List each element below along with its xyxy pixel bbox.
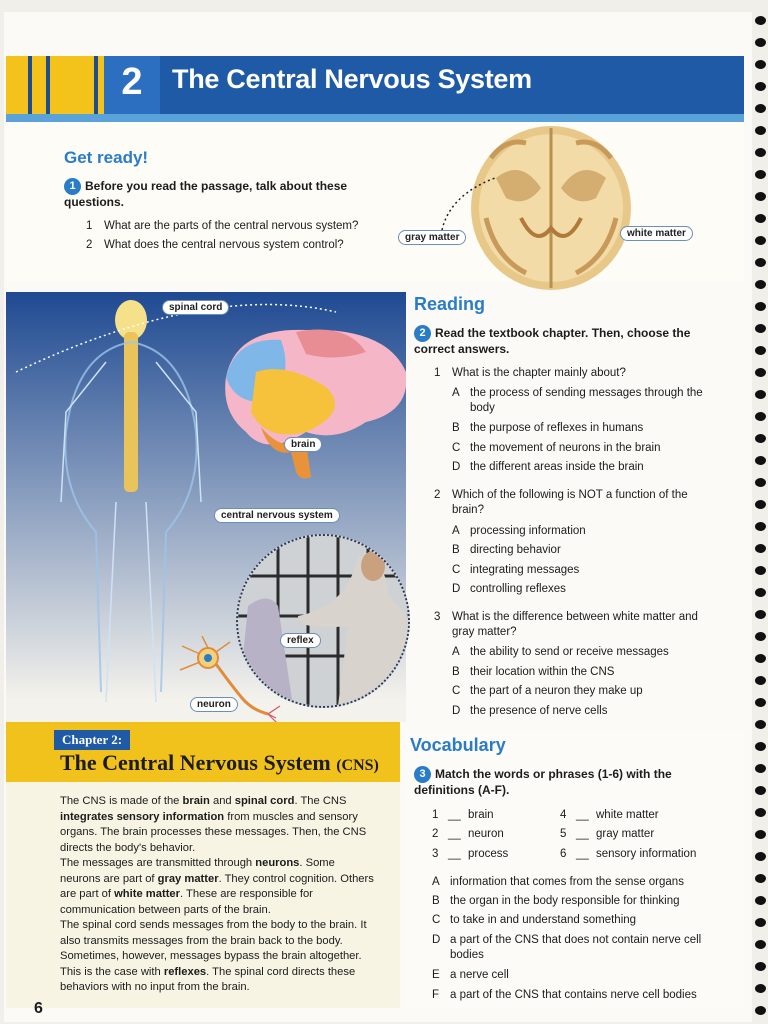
binding-ring (755, 500, 766, 509)
question-text: What is the difference between white matter and gray matter? (452, 611, 698, 638)
question-number-badge: 2 (414, 325, 431, 342)
binding-ring (755, 830, 766, 839)
binding-ring (755, 610, 766, 619)
binding-ring (755, 478, 766, 487)
white-matter-label: white matter (620, 226, 693, 241)
option-letter: C (452, 564, 461, 576)
binding-ring (755, 918, 766, 927)
option-letter: D (452, 705, 461, 717)
binding-ring (755, 962, 766, 971)
binding-ring (755, 302, 766, 311)
binding-ring (755, 170, 766, 179)
passage-paragraph: The messages are transmitted through neurons. Some neurons are part of gray matter. They control cognition. Others are part of white matter. These are responsible for communication between parts of the brain. (60, 857, 374, 916)
neuron-label: neuron (190, 697, 238, 712)
binding-ring (755, 544, 766, 553)
gray-matter-label: gray matter (398, 230, 466, 245)
spinal-cord-label: spinal cord (162, 300, 229, 315)
question-text: What are the parts of the central nervous system? (104, 220, 359, 232)
binding-ring (755, 896, 766, 905)
binding-ring (755, 786, 766, 795)
get-ready-instruction (64, 178, 364, 210)
chapter-abbr: (CNS) (336, 757, 379, 774)
option-text: the purpose of reflexes in humans (470, 422, 644, 434)
option-text: the different areas inside the brain (470, 461, 644, 473)
option-text: the ability to send or receive messages (470, 646, 669, 658)
option-text: directing behavior (470, 544, 561, 556)
binding-ring (755, 324, 766, 333)
question-number: 3 (434, 611, 441, 623)
instruction-text: Read the textbook chapter. Then, choose the correct answers. (414, 326, 691, 356)
option-letter: A (452, 525, 460, 537)
binding-ring (755, 126, 766, 135)
instruction-text: Match the words or phrases (1-6) with the definitions (A-F). (414, 767, 672, 797)
chapter-title-text: The Central Nervous System (60, 750, 331, 775)
vocabulary-heading: Vocabulary (410, 735, 506, 755)
option-text: controlling reflexes (470, 583, 566, 595)
binding-ring (755, 742, 766, 751)
reading-passage (60, 794, 376, 996)
binding-ring (755, 16, 766, 25)
question-number: 1 (86, 220, 93, 232)
question-text: What is the chapter mainly about? (452, 367, 626, 379)
option-text: the presence of nerve cells (470, 705, 608, 717)
question-number: 1 (434, 367, 441, 379)
binding-ring (755, 456, 766, 465)
binding-ring (755, 940, 766, 949)
binding-ring (755, 632, 766, 641)
get-ready-heading: Get ready! (64, 148, 149, 167)
option-text: the movement of neurons in the brain (470, 442, 661, 454)
binding-ring (755, 192, 766, 201)
binding-ring (755, 38, 766, 47)
binding-ring (755, 566, 766, 575)
binding-ring (755, 346, 766, 355)
binding-ring (755, 368, 766, 377)
chapter-header (6, 56, 744, 114)
binding-ring (755, 808, 766, 817)
binding-ring (755, 676, 766, 685)
option-text: processing information (470, 525, 586, 537)
binding-ring (755, 148, 766, 157)
binding-ring (755, 654, 766, 663)
binding-ring (755, 214, 766, 223)
question-text: Which of the following is NOT a function of the brain? (452, 489, 688, 516)
option-text: integrating messages (470, 564, 580, 576)
binding-ring (755, 60, 766, 69)
option-letter: C (452, 685, 461, 697)
binding-ring (755, 82, 766, 91)
binding-ring (755, 874, 766, 883)
page-number: 6 (34, 1000, 43, 1017)
binding-ring (755, 412, 766, 421)
cns-label: central nervous system (214, 508, 340, 523)
chapter-number: 2 (104, 56, 160, 114)
passage-paragraph: The spinal cord sends messages from the body to the brain. It also transmits messages from the brain back to the body. Sometimes, however, messages bypass the brain altogether. This is the case with reflexes. The spinal cord directs these behaviors with no input from the brain. (60, 919, 367, 993)
binding-ring (755, 280, 766, 289)
label-pointer-line (440, 170, 500, 232)
binding-ring (755, 852, 766, 861)
option-letter: B (452, 544, 460, 556)
option-text: the part of a neuron they make up (470, 685, 643, 697)
option-letter: D (452, 583, 461, 595)
question-number-badge: 3 (414, 766, 431, 783)
option-text: the process of sending messages through the body (470, 387, 703, 414)
vocabulary-instruction (414, 766, 714, 798)
page-title: The Central Nervous System (172, 64, 532, 94)
binding-ring (755, 522, 766, 531)
neuron-illustration (172, 636, 282, 726)
binding-ring (755, 720, 766, 729)
option-letter: B (452, 422, 460, 434)
binding-ring (755, 1006, 766, 1015)
binding-ring (755, 104, 766, 113)
option-letter: A (452, 387, 460, 399)
binding-ring (755, 764, 766, 773)
question-number: 2 (86, 239, 93, 251)
question-number-badge: 1 (64, 178, 81, 195)
binding-ring (755, 698, 766, 707)
option-letter: D (452, 461, 461, 473)
option-letter: A (452, 646, 460, 658)
reading-instruction (414, 325, 714, 357)
chapter-title (60, 750, 379, 776)
binding-ring (755, 984, 766, 993)
option-text: their location within the CNS (470, 666, 615, 678)
binding-ring (755, 434, 766, 443)
reflex-label: reflex (280, 633, 321, 648)
binding-ring (755, 258, 766, 267)
binding-ring (755, 390, 766, 399)
chapter-tag: Chapter 2: (54, 730, 130, 750)
instruction-text: Before you read the passage, talk about these questions. (64, 179, 348, 209)
option-letter: B (452, 666, 460, 678)
brain-label: brain (284, 437, 322, 452)
reading-heading: Reading (414, 294, 486, 314)
question-number: 2 (434, 489, 441, 501)
question-text: What does the central nervous system control? (104, 239, 344, 251)
passage-paragraph: The CNS is made of the brain and spinal cord. The CNS integrates sensory information from muscles and sensory organs. The brain processes these messages. Then, the CNS directs the body's behavior. (60, 795, 367, 854)
option-letter: C (452, 442, 461, 454)
binding-ring (755, 588, 766, 597)
spiral-binding (748, 0, 768, 1024)
binding-ring (755, 236, 766, 245)
